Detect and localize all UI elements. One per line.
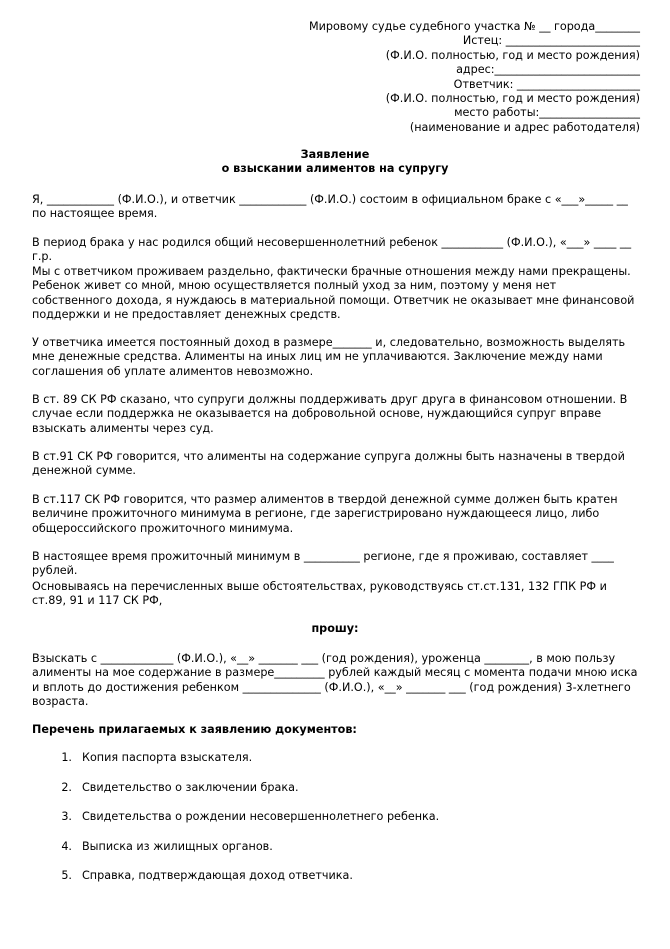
paragraph-living-wage: В настоящее время прожиточный минимум в __________ регионе, где я проживаю, составляет ____ рублей. [32,550,614,578]
request-heading: прошу: [311,622,359,635]
paragraph-request: Взыскать с _____________ (Ф.И.О.), «__» _______ ___ (год рождения), уроженца ________, в мою пользу алименты на мое содержание в размере_________ рублей каждый месяц с момента подачи мною иска и вплоть до достижения ребенком ______________ (Ф.И.О.), «__» _______ ___ (год рождения) 3-хлетнего возраста. [32,652,638,709]
list-item-number: 5. [61,869,72,883]
addressee-block [260,20,640,135]
list-item [50,869,439,899]
list-item-number: 2. [61,780,72,794]
header-line: Ответчик: ______________________ [453,77,640,91]
list-item-text: Выписка из жилищных органов. [82,839,273,853]
list-item-text: Свидетельство о заключении брака. [82,780,299,794]
list-item-text: Свидетельства о рождении несовершеннолетнего ребенка. [82,810,440,824]
paragraph-separation: Мы с ответчиком проживаем раздельно, фактически брачные отношения между нами прекращены. Ребенок живет со мной, мною осуществляется полный уход за ним, поэтому у меня нет собственного дохода, я нуждаюсь в материальной помощи. Ответчик не оказывает мне финансовой поддержки и не предоставляет денежных средств. [32,265,635,322]
title-line-1: Заявление [300,148,370,161]
list-item [50,810,439,840]
header-line: (Ф.И.О. полностью, год и место рождения) [385,91,640,105]
list-item-number: 3. [61,810,72,824]
documents-list-title: Перечень прилагаемых к заявлению документов: [32,723,357,736]
header-line: адрес:__________________________ [456,63,640,77]
paragraph-grounds: Основываясь на перечисленных выше обстоятельствах, руководствуясь ст.ст.131, 132 ГПК РФ и ст.89, 91 и 117 СК РФ, [32,580,607,608]
paragraph-article-91: В ст.91 СК РФ говорится, что алименты на содержание супруга должны быть назначены в твердой денежной сумме. [32,450,625,478]
paragraph-child: В период брака у нас родился общий несовершеннолетний ребенок ___________ (Ф.И.О.), «___» ____ __ г.р. [32,236,632,264]
header-line: Мировому судье судебного участка № __ города________ [308,20,640,33]
title-line-2: о взыскании алиментов на супругу [221,162,449,176]
list-item-text: Справка, подтверждающая доход ответчика. [82,869,353,883]
list-item-number: 4. [61,839,72,853]
list-item-text: Копия паспорта взыскателя. [82,751,253,764]
header-line: (наименование и адрес работодателя) [409,120,640,134]
list-item [50,751,439,781]
paragraph-marriage: Я, ____________ (Ф.И.О.), и ответчик ____________ (Ф.И.О.) состоим в официальном браке с «___»_____ __ по настоящее время. [32,193,628,221]
header-line: место работы:__________________ [454,106,640,120]
paragraph-article-117: В ст.117 СК РФ говорится, что размер алиментов в твердой денежной сумме должен быть кратен величине прожиточного минимума в регионе, где зарегистрировано нуждающееся лицо, либо общероссийского прожиточного минимума. [32,493,618,535]
documents-list [50,751,439,899]
paragraph-income: У ответчика имеется постоянный доход в размере_______ и, следовательно, возможность выделять мне денежные средства. Алименты на иных лиц им не уплачиваются. Заключение между нами соглашения об уплате алиментов невозможно. [32,336,626,378]
document-title [0,148,670,177]
list-item [50,781,439,811]
header-line: (Ф.И.О. полностью, год и место рождения) [385,48,640,62]
list-item-number: 1. [61,751,72,764]
header-line: Истец: ________________________ [462,34,640,48]
list-item [50,840,439,870]
paragraph-article-89: В ст. 89 СК РФ сказано, что супруги должны поддерживать друг друга в финансовом отношении. В случае если поддержка не оказывается на добровольной основе, нуждающийся супруг вправе взыскать алименты через суд. [32,393,628,435]
